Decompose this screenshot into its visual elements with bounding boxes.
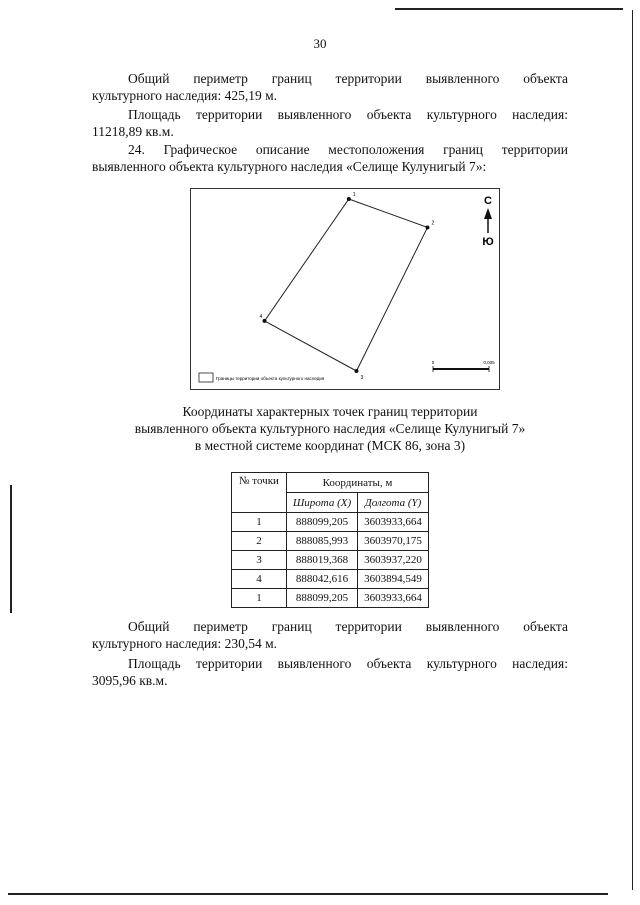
paragraph-line: 3095,96 кв.м. — [92, 673, 168, 688]
word: границ — [271, 71, 312, 86]
coordinates-caption — [92, 403, 568, 454]
south-letter: Ю — [482, 236, 494, 248]
coordinates-table — [231, 472, 429, 608]
boundary-polygon — [265, 199, 428, 371]
boundary-point-4 — [263, 319, 267, 323]
area-paragraph-2 — [92, 655, 568, 689]
boundary-point-2 — [425, 225, 429, 229]
paragraph-line: культурного наследия: 230,54 м. — [92, 636, 278, 651]
cell-x: 888019,368 — [287, 551, 358, 570]
paragraph-line: Площадь территории выявленного объекта культурного наследия: — [128, 656, 568, 671]
cell-point: 1 — [232, 589, 287, 608]
cell-y: 3603894,549 — [358, 570, 429, 589]
site-boundary-map — [190, 188, 500, 390]
word: территории — [335, 71, 402, 86]
cell-x: 888042,616 — [287, 570, 358, 589]
scan-edge-right — [632, 10, 633, 890]
word: выявленного — [425, 71, 500, 86]
north-letter: С — [484, 195, 492, 207]
header-coordinates: Координаты, м — [287, 473, 429, 493]
header-longitude: Долгота (Y) — [358, 493, 429, 513]
scale-start-label: 0 — [431, 360, 435, 365]
perimeter-paragraph-2 — [92, 618, 568, 652]
cell-point: 4 — [232, 570, 287, 589]
scale-end-label: 0,005 — [483, 360, 495, 365]
caption-line: Координаты характерных точек границ территории — [182, 404, 478, 419]
map-canvas — [191, 189, 501, 391]
boundary-point-label: 1 — [352, 192, 356, 198]
word: периметр — [193, 619, 248, 634]
table-row — [232, 570, 429, 589]
paragraph-line: 24. Графическое описание местоположения границ территории — [128, 142, 568, 157]
perimeter-paragraph-1 — [92, 70, 568, 104]
paragraph-line: культурного наследия: 425,19 м. — [92, 88, 278, 103]
cell-point: 3 — [232, 551, 287, 570]
cell-point: 1 — [232, 513, 287, 532]
cell-y: 3603933,664 — [358, 513, 429, 532]
word: объекта — [523, 619, 568, 634]
table-row — [232, 589, 429, 608]
graphic-description-paragraph — [92, 141, 568, 175]
page-number: 30 — [313, 36, 327, 51]
cell-x: 888099,205 — [287, 589, 358, 608]
word: территории — [335, 619, 402, 634]
word: Общий — [128, 71, 170, 86]
scan-edge-top — [395, 8, 623, 10]
boundary-point-1 — [347, 197, 351, 201]
word: Общий — [128, 619, 170, 634]
legend-label: Границы территории объекта культурного наследия — [216, 376, 325, 381]
header-point-number: № точки — [232, 473, 287, 513]
word: границ — [271, 619, 312, 634]
boundary-point-3 — [354, 369, 358, 373]
cell-x: 888099,205 — [287, 513, 358, 532]
scale-bar — [432, 360, 495, 372]
legend-swatch — [199, 373, 213, 382]
cell-y: 3603933,664 — [358, 589, 429, 608]
table-row — [232, 551, 429, 570]
caption-line: выявленного объекта культурного наследия «Селище Кулунигый 7» — [134, 421, 526, 436]
boundary-point-label: 2 — [431, 220, 435, 227]
area-paragraph-1 — [92, 106, 568, 140]
scan-edge-left — [10, 485, 12, 613]
map-legend — [199, 373, 325, 382]
paragraph-line: выявленного объекта культурного наследия «Селище Кулунигый 7»: — [92, 159, 487, 174]
boundary-point-label: 4 — [259, 313, 263, 320]
scan-edge-bottom — [8, 893, 608, 895]
cell-x: 888085,993 — [287, 532, 358, 551]
table-row — [232, 513, 429, 532]
paragraph-line: Площадь территории выявленного объекта культурного наследия: — [128, 107, 568, 122]
cell-y: 3603970,175 — [358, 532, 429, 551]
header-latitude: Широта (X) — [287, 493, 358, 513]
cell-y: 3603937,220 — [358, 551, 429, 570]
word: выявленного — [425, 619, 500, 634]
boundary-point-label: 3 — [360, 375, 364, 381]
word: объекта — [523, 71, 568, 86]
cell-point: 2 — [232, 532, 287, 551]
caption-line: в местной системе координат (МСК 86, зона 3) — [194, 438, 466, 453]
paragraph-line: 11218,89 кв.м. — [92, 124, 174, 139]
table-row — [232, 532, 429, 551]
word: периметр — [193, 71, 248, 86]
table-header-row — [232, 473, 429, 493]
north-arrow-icon — [482, 195, 493, 248]
